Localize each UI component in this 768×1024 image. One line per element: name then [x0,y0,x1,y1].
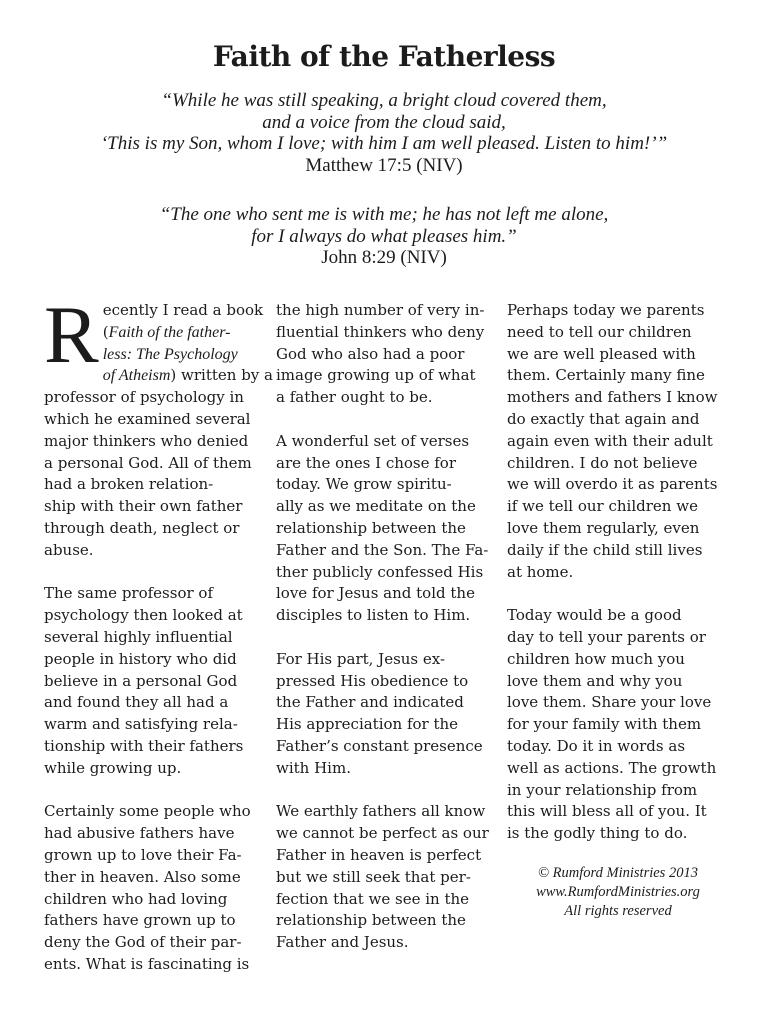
book-title-italic: of Atheism [102,367,171,385]
scripture-quote-matthew [0,90,768,176]
text-line: but we still seek that per- [276,867,471,886]
text-line: Today would be a good [507,606,682,625]
text-line: love for Jesus and told the [276,584,475,603]
book-title-italic: Faith of the father- [108,323,231,341]
quote-line: ‘This is my Son, whom I love; with him I am well pleased. Listen to him!’” [100,133,668,154]
text-line: mothers and fathers I know [507,388,718,407]
page-title: Faith of the Fatherless [212,40,556,73]
text-line: ther publicly confessed His [276,562,484,581]
text-fragment: ( [102,322,109,341]
text-fragment: ) written by a [170,366,273,385]
text-line: psychology then looked at [44,606,243,625]
text-line: them. Certainly many fine [507,366,705,385]
text-line: His appreciation for the [276,715,459,734]
text-line: love them regularly, even [507,518,700,537]
text-line: disciples to listen to Him. [276,606,471,625]
paragraph [44,801,266,975]
text-line: with Him. [276,758,351,777]
text-line: children how much you [507,649,685,668]
text-line: again even with their adult [507,431,713,450]
text-line: ship with their own father [44,497,243,516]
text-line: had a broken relation- [44,475,214,494]
book-title-italic: less: The Psychology [102,345,238,363]
text-line: today. Do it in words as [507,736,686,755]
quote-line: and a voice from the cloud said, [262,111,506,133]
text-line: children who had loving [44,889,228,908]
text-line: children. I do not believe [507,453,698,472]
text-line: if we tell our children we [507,497,698,516]
text-line: are the ones I chose for [276,453,457,472]
text-line: do exactly that again and [507,409,700,428]
copyright-line: © Rumford Ministries 2013 [538,865,698,881]
text-line: people in history who did [44,649,237,668]
text-line: ally as we meditate on the [276,497,476,516]
text-line: Father and Jesus. [276,933,409,952]
quote-line: “While he was still speaking, a bright cloud covered them, [161,90,607,111]
quote-line: for I always do what pleases him.” [251,225,517,247]
text-line: For His part, Jesus ex- [276,649,446,668]
text-line: the Father and indicated [276,693,464,712]
text-line: deny the God of their par- [44,933,242,952]
text-line: while growing up. [44,758,182,777]
text-line: tionship with their fathers [44,736,244,755]
article-column-2 [276,300,498,976]
text-line: Father in heaven is perfect [276,845,482,864]
text-line: in your relationship from [507,780,698,799]
text-line: daily if the child still lives [507,540,703,559]
text-line: we cannot be perfect as our [276,824,489,843]
paragraph [276,801,498,954]
paragraph [507,300,729,583]
text-line: this will bless all of you. It [507,802,707,821]
text-line: through death, neglect or [44,518,240,537]
text-line: and found they all had a [44,693,229,712]
text-line: abuse. [44,540,94,559]
text-line: fluential thinkers who deny [276,322,485,341]
text-line: today. We grow spiritu- [276,475,452,494]
text-line: relationship between the [276,911,466,930]
quote-reference: Matthew 17:5 (NIV) [305,154,463,176]
text-line: professor of psychology in [44,388,244,407]
text-line: a personal God. All of them [44,453,252,472]
text-line: well as actions. The growth [507,758,717,777]
text-line: the high number of very in- [276,301,485,319]
paragraph [276,300,498,409]
text-line: Certainly some people who [44,802,251,821]
text-line: Father and the Son. The Fa- [276,540,489,559]
text-line: Father’s constant presence [276,736,483,755]
text-line: need to tell our children [507,322,692,341]
text-line: grown up to love their Fa- [44,845,242,864]
paragraph [44,583,266,779]
text-line: ther in heaven. Also some [44,867,241,886]
text-line: which he examined several [44,409,251,428]
text-line: We earthly fathers all know [276,802,486,821]
drop-cap: R [44,289,99,380]
text-line: several highly influential [44,627,233,646]
text-line: pressed His obedience to [276,671,469,690]
text-line: for your family with them [507,715,702,734]
website-url: www.RumfordMinistries.org [536,884,700,900]
text-line: Perhaps today we parents [507,301,705,319]
quote-reference: John 8:29 (NIV) [321,247,447,268]
text-line: relationship between the [276,518,466,537]
text-line: we are well pleased with [507,344,696,363]
text-line: love them and why you [507,671,683,690]
copyright-notice [507,864,729,921]
text-block [44,387,266,561]
text-line: The same professor of [44,584,213,603]
paragraph [44,289,273,562]
text-line: a father ought to be. [276,388,433,407]
text-line: ecently I read a book [102,301,264,319]
text-line: is the godly thing to do. [507,824,688,843]
paragraph [276,431,498,627]
text-line: God who also had a poor [276,344,465,363]
paragraph [507,605,729,845]
text-line: fathers have grown up to [44,911,236,930]
text-line: we will overdo it as parents [507,475,718,494]
text-line: at home. [507,562,574,581]
rights-line: All rights reserved [564,903,672,919]
text-line: A wonderful set of verses [276,431,470,450]
article-column-3 [507,300,729,867]
text-line: day to tell your parents or [507,627,706,646]
paragraph [276,649,498,780]
text-line: love them. Share your love [507,693,712,712]
text-line: image growing up of what [276,366,476,385]
text-line: ents. What is fascinating is [44,954,250,973]
text-line: had abusive fathers have [44,824,235,843]
scripture-quote-john [0,204,768,269]
text-line: warm and satisfying rela- [44,715,238,734]
quote-line: “The one who sent me is with me; he has not left me alone, [159,204,609,225]
article-column-1 [44,289,273,998]
text-line: believe in a personal God [44,671,238,690]
text-line: major thinkers who denied [44,431,249,450]
text-line: fection that we see in the [276,889,470,908]
